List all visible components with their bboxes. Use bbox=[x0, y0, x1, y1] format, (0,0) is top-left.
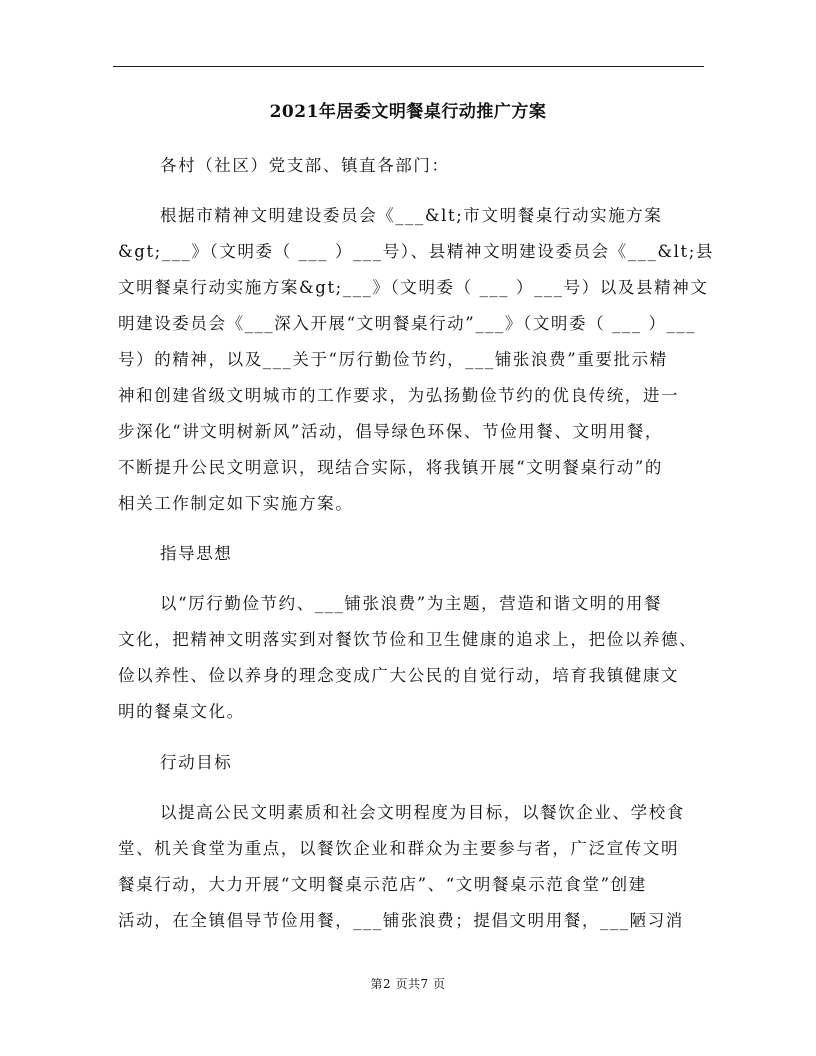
paragraph-1-line: 文明餐桌行动实施方案&gt;___》（文明委（ ___ ）___号）以及县精神文 bbox=[118, 278, 709, 297]
paragraph-3-line: 餐桌行动，大力开展“文明餐桌示范店”、“文明餐桌示范食堂”创建 bbox=[118, 875, 647, 894]
paragraph-1-line: 明建设委员会《___深入开展“文明餐桌行动”___》（文明委（ ___ ）___ bbox=[118, 314, 697, 333]
paragraph-2-line: 文化，把精神文明落实到对餐饮节俭和卫生健康的追求上，把俭以养德、 bbox=[118, 630, 698, 649]
paragraph-2-line: 明的餐桌文化。 bbox=[118, 702, 245, 721]
header-rule bbox=[113, 66, 704, 67]
paragraph-1-line: 相关工作制定如下实施方案。 bbox=[118, 494, 354, 513]
paragraph-1-line: 号）的精神，以及___关于“厉行勤俭节约，___铺张浪费”重要批示精 bbox=[118, 350, 668, 369]
document-title: 2021年居委文明餐桌行动推广方案 bbox=[269, 102, 547, 122]
salutation: 各村（社区）党支部、镇直各部门： bbox=[160, 156, 450, 175]
paragraph-1-line: 神和创建省级文明城市的工作要求，为弘扬勤俭节约的优良传统，进一 bbox=[118, 386, 680, 405]
paragraph-3-line: 以提高公民文明素质和社会文明程度为目标，以餐饮企业、学校食 bbox=[160, 803, 685, 822]
paragraph-1-line: 步深化“讲文明树新风”活动，倡导绿色环保、节俭用餐、文明用餐， bbox=[118, 422, 663, 441]
paragraph-1-line: 不断提升公民文明意识，现结合实际，将我镇开展“文明餐桌行动”的 bbox=[118, 458, 663, 477]
section-heading-guiding: 指导思想 bbox=[160, 544, 233, 563]
page-number: 第2 页共7 页 bbox=[370, 977, 446, 991]
paragraph-2-line: 以“厉行勤俭节约、___铺张浪费”为主题，营造和谐文明的用餐 bbox=[160, 594, 663, 613]
paragraph-3-line: 堂、机关食堂为重点，以餐饮企业和群众为主要参与者，广泛宣传文明 bbox=[118, 839, 680, 858]
paragraph-1-line: 根据市精神文明建设委员会《___&lt;市文明餐桌行动实施方案 bbox=[160, 206, 663, 225]
paragraph-1-line: &gt;___》（文明委（ ___ ）___号）、县精神文明建设委员会《___&lt;县 bbox=[118, 242, 714, 261]
paragraph-3-line: 活动，在全镇倡导节俭用餐，___铺张浪费；提倡文明用餐，___陋习消 bbox=[118, 911, 684, 930]
section-heading-goals: 行动目标 bbox=[160, 753, 233, 772]
paragraph-2-line: 俭以养性、俭以养身的理念变成广大公民的自觉行动，培育我镇健康文 bbox=[118, 666, 680, 685]
